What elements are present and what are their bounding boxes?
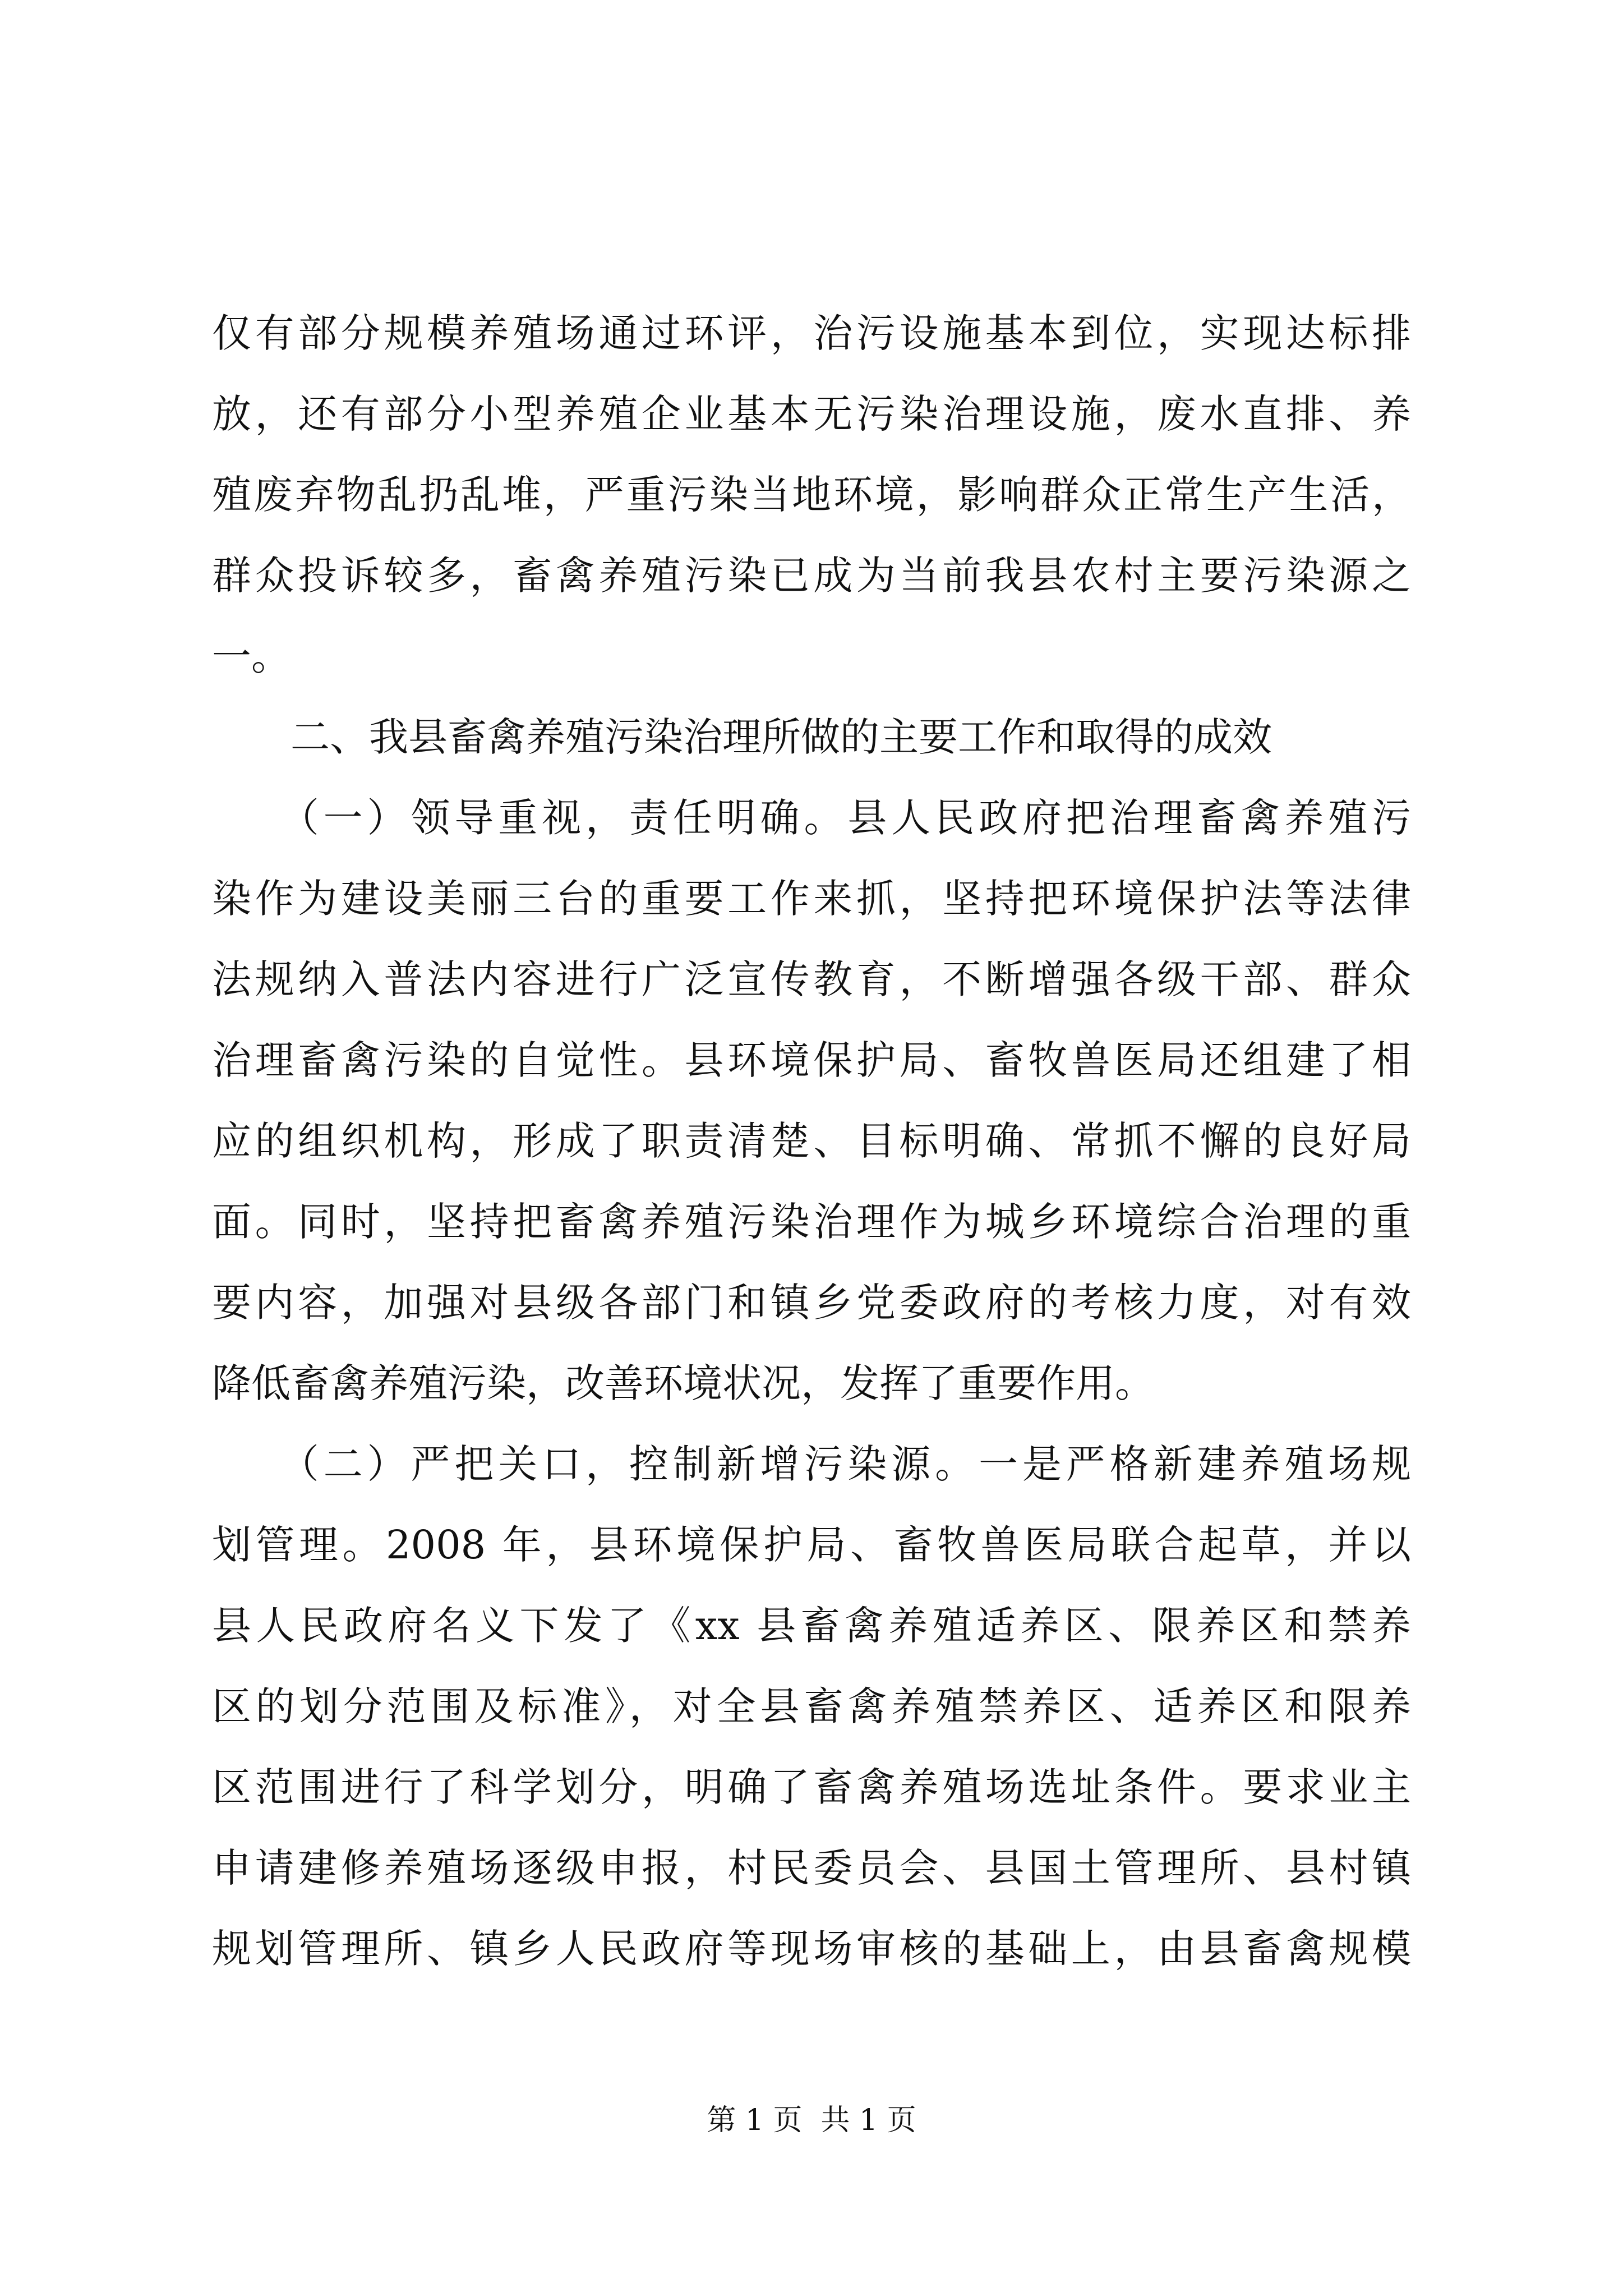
text-line: 申请建修养殖场逐级申报，村民委员会、县国土管理所、县村镇 bbox=[212, 1845, 1411, 1891]
page-number-footer: 第 1 页 共 1 页 bbox=[707, 2104, 916, 2137]
text-line: 群众投诉较多，畜禽养殖污染已成为当前我县农村主要污染源之 bbox=[212, 553, 1411, 599]
text-line: 应的组织机构，形成了职责清楚、目标明确、常抓不懈的良好局 bbox=[212, 1118, 1411, 1164]
text-line: 治理畜禽污染的自觉性。县环境保护局、畜牧兽医局还组建了相 bbox=[212, 1037, 1411, 1083]
text-line: 划管理。2008 年，县环境保护局、畜牧兽医局联合起草，并以 bbox=[212, 1522, 1411, 1568]
text-line: 仅有部分规模养殖场通过环评，治污设施基本到位，实现达标排 bbox=[212, 310, 1411, 356]
text-line: 殖废弃物乱扔乱堆，严重污染当地环境，影响群众正常生产生活， bbox=[212, 472, 1411, 518]
text-line: 区范围进行了科学划分，明确了畜禽养殖场选址条件。要求业主 bbox=[212, 1764, 1411, 1810]
text-line: 法规纳入普法内容进行广泛宣传教育，不断增强各级干部、群众 bbox=[212, 956, 1411, 1002]
text-line: 县人民政府名义下发了《xx 县畜禽养殖适养区、限养区和禁养 bbox=[212, 1603, 1411, 1649]
text-line: 染作为建设美丽三台的重要工作来抓，坚持把环境保护法等法律 bbox=[212, 876, 1411, 922]
text-line: 规划管理所、镇乡人民政府等现场审核的基础上，由县畜禽规模 bbox=[212, 1926, 1411, 1972]
section-heading: 二、我县畜禽养殖污染治理所做的主要工作和取得的成效 bbox=[212, 714, 1272, 760]
text-line: 面。同时，坚持把畜禽养殖污染治理作为城乡环境综合治理的重 bbox=[212, 1199, 1411, 1245]
text-line: 一。 bbox=[212, 633, 291, 679]
text-line: 降低畜禽养殖污染，改善环境状况，发挥了重要作用。 bbox=[212, 1360, 1154, 1406]
text-line: （一）领导重视，责任明确。县人民政府把治理畜禽养殖污 bbox=[212, 795, 1411, 841]
document-body bbox=[212, 293, 1411, 1989]
text-line: （二）严把关口，控制新增污染源。一是严格新建养殖场规 bbox=[212, 1441, 1411, 1487]
text-line: 区的划分范围及标准》，对全县畜禽养殖禁养区、适养区和限养 bbox=[212, 1683, 1411, 1729]
text-line: 要内容，加强对县级各部门和镇乡党委政府的考核力度，对有效 bbox=[212, 1280, 1411, 1326]
text-line: 放，还有部分小型养殖企业基本无污染治理设施，废水直排、养 bbox=[212, 391, 1411, 437]
